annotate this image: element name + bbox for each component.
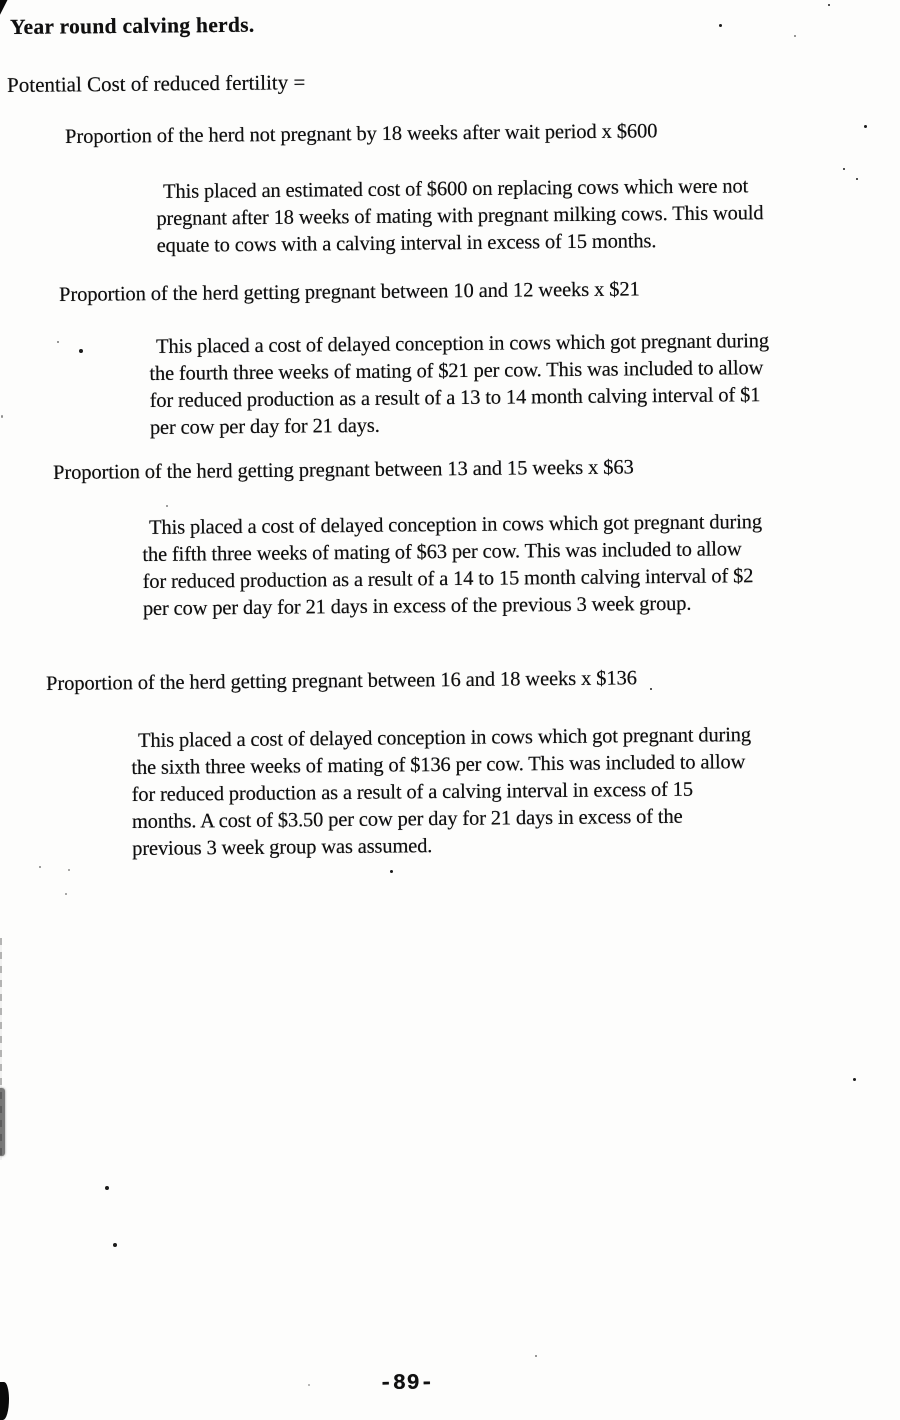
scan-speck <box>856 178 858 180</box>
document-title: Year round calving herds. <box>10 12 255 39</box>
scan-speck <box>39 866 41 868</box>
scan-speck <box>828 4 830 6</box>
section-body-not-pregnant-18-weeks: This placed an estimated cost of $600 on replacing cows which were not pregnant after 18 weeks of mating with pregnant milking cows. This would equate to cows with a calving interval in excess of 15 months. <box>156 175 764 257</box>
scan-speck <box>853 1078 856 1081</box>
scan-speck <box>719 24 722 27</box>
scan-speck <box>650 688 652 690</box>
scan-speck <box>1 415 3 418</box>
section-heading-pregnant-16-18-weeks: Proportion of the herd getting pregnant between 16 and 18 weeks x $136 <box>46 667 637 695</box>
section-heading-not-pregnant-18-weeks: Proportion of the herd not pregnant by 18 weeks after wait period x $600 <box>65 120 658 148</box>
section-body-pregnant-10-12-weeks: This placed a cost of delayed conception in cows which got pregnant during the fourth three weeks of mating of $21 per cow. This was included to allow for reduced production as a result of a 13 to 14 month calving interval of $1 per cow per day for 21 days. <box>149 330 770 439</box>
scan-speck <box>308 1384 310 1386</box>
scan-speck <box>105 1186 109 1190</box>
scan-speck <box>68 869 70 871</box>
scan-speck <box>843 168 845 170</box>
section-body-pregnant-13-15-weeks: This placed a cost of delayed conception in cows which got pregnant during the fifth three weeks of mating of $63 per cow. This was included to allow for reduced production as a result of a 14 to 15 month calving interval of $2 per cow per day for 21 days in excess of the previous 3 week group. <box>142 511 763 620</box>
scan-speck <box>57 341 59 343</box>
section-body-pregnant-16-18-weeks: This placed a cost of delayed conception in cows which got pregnant during the sixth three weeks of mating of $136 per cow. This was included to allow for reduced production as a result of a calving interval in excess of 15 months. A cost of $3.50 per cow per day for 21 days in excess of the previous 3 week group was assumed. <box>131 724 752 860</box>
scan-edge-blotch <box>0 1088 5 1156</box>
scan-speck <box>794 35 796 37</box>
scan-speck <box>535 1355 537 1357</box>
page-number: -89- <box>379 1370 435 1396</box>
section-heading-pregnant-10-12-weeks: Proportion of the herd getting pregnant between 10 and 12 weeks x $21 <box>59 278 640 306</box>
section-heading-pregnant-13-15-weeks: Proportion of the herd getting pregnant between 13 and 15 weeks x $63 <box>53 456 634 484</box>
scan-speck <box>79 349 83 353</box>
scan-corner-mark <box>0 0 10 19</box>
formula-intro-line: Potential Cost of reduced fertility = <box>7 70 306 97</box>
scan-speck <box>113 1243 117 1247</box>
scan-speck <box>390 870 393 873</box>
scan-speck <box>166 505 168 507</box>
scan-speck <box>65 893 67 895</box>
scan-speck <box>864 125 867 128</box>
